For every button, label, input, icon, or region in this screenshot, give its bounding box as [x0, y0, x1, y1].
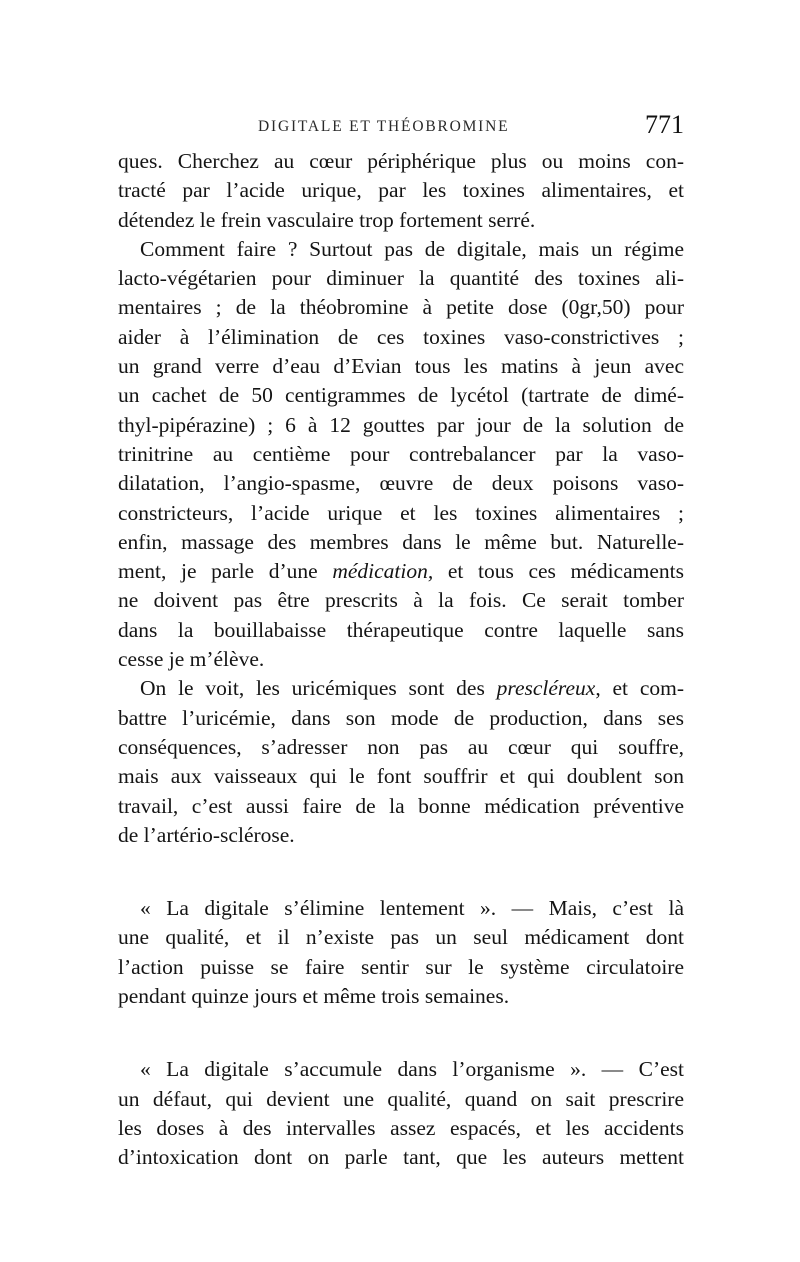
text-run: et tous ces médicaments: [433, 559, 684, 584]
running-title: DIGITALE ET THÉOBROMINE: [258, 118, 510, 135]
text-line: une qualité, et il n’existe pas un seul médicament dont: [118, 925, 684, 950]
text-line: ne doivent pas être prescrits à la fois. Ce serait tomber: [118, 588, 684, 613]
text-line: les doses à des intervalles assez espacés, et les accidents: [118, 1115, 684, 1140]
text-line: « La digitale s’élimine lentement ». — Mais, c’est là: [140, 896, 684, 921]
running-head: [118, 112, 684, 142]
text-line: battre l’uricémie, dans son mode de production, dans ses: [118, 705, 684, 730]
page-number: 771: [645, 110, 684, 139]
text-line: d’intoxication dont on parle tant, que les auteurs mettent: [118, 1145, 684, 1170]
text-run: On le voit, les uricémiques sont des: [140, 676, 497, 701]
text-line: enfin, massage des membres dans le même but. Naturelle-: [118, 529, 684, 554]
text-line: travail, c’est aussi faire de la bonne médication préventive: [118, 793, 684, 818]
text-line: un grand verre d’eau d’Evian tous les matins à jeun avec: [118, 354, 684, 379]
text-line: tracté par l’acide urique, par les toxines alimentaires, et: [118, 178, 684, 203]
text-line: détendez le frein vasculaire trop fortement serré.: [118, 207, 536, 232]
text-line: conséquences, s’adresser non pas au cœur qui souffre,: [118, 734, 684, 759]
text-line: l’action puisse se faire sentir sur le système circulatoire: [118, 954, 684, 979]
text-line: de l’artério-sclérose.: [118, 822, 295, 847]
text-line: « La digitale s’accumule dans l’organisme ». — C’est: [140, 1057, 684, 1082]
text-line: [118, 557, 684, 586]
section-gap: [118, 850, 684, 894]
text-line: un cachet de 50 centigrammes de lycétol (tartrate de dimé-: [118, 383, 684, 408]
emphasis-text: prescléreux: [496, 676, 596, 701]
text-line: mentaires ; de la théobromine à petite dose (0gr,50) pour: [118, 295, 684, 320]
text-line: un défaut, qui devient une qualité, quand on sait prescrire: [118, 1086, 684, 1111]
text-line: lacto-végétarien pour diminuer la quantité des toxines ali-: [118, 266, 684, 291]
text-run: ment, je parle d’une: [118, 559, 333, 584]
text-line: pendant quinze jours et même trois semaines.: [118, 984, 510, 1009]
text-line: constricteurs, l’acide urique et les toxines alimentaires ;: [118, 500, 684, 525]
text-line: trinitrine au centième pour contrebalancer par la vaso-: [118, 441, 684, 466]
text-line: mais aux vaisseaux qui le font souffrir et qui doublent son: [118, 764, 684, 789]
text-line: aider à l’élimination de ces toxines vaso-constrictives ;: [118, 324, 684, 349]
emphasis-text: médication,: [332, 559, 434, 584]
text-line: ques. Cherchez au cœur périphérique plus ou moins con-: [118, 149, 684, 173]
text-line: [118, 674, 684, 703]
text-line: thyl-pipérazine) ; 6 à 12 gouttes par jour de la solution de: [118, 412, 684, 437]
section-gap: [118, 1011, 684, 1055]
text-run: , et com-: [595, 676, 684, 701]
text-line: dans la bouillabaisse thérapeutique contre laquelle sans: [118, 617, 684, 642]
text-line: dilatation, l’angio-spasme, œuvre de deux poisons vaso-: [118, 471, 684, 496]
text-line: cesse je m’élève.: [118, 647, 265, 672]
text-line: Comment faire ? Surtout pas de digitale, mais un régime: [140, 236, 684, 261]
body-text: [118, 147, 684, 1173]
